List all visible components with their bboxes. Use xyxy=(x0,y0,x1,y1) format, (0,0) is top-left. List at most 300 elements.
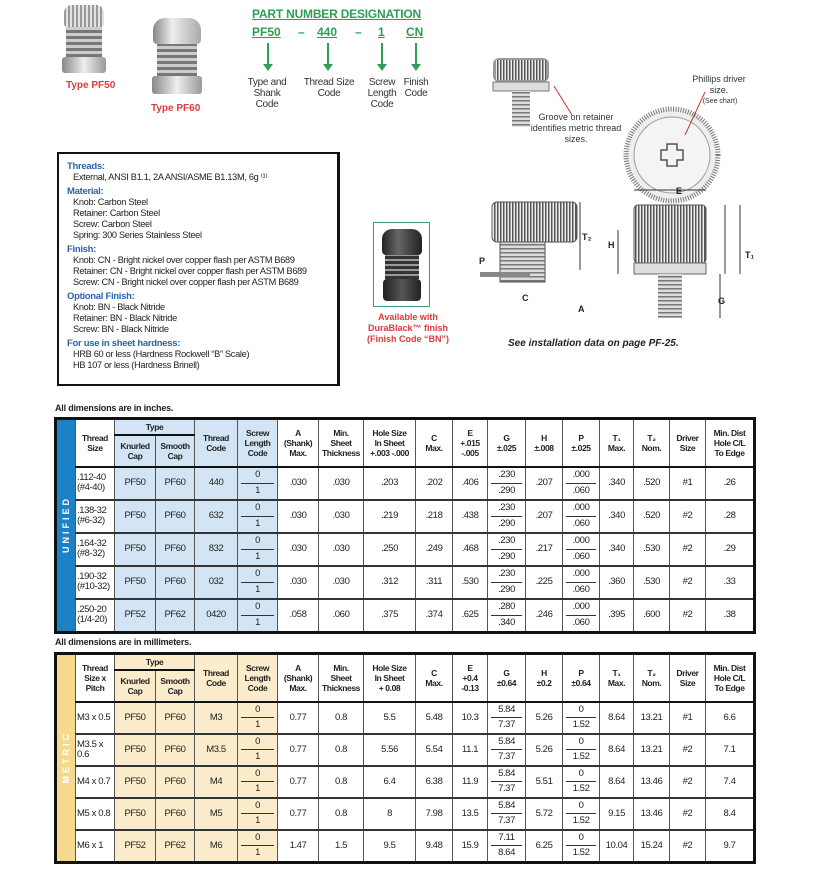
g-cell xyxy=(488,702,526,734)
column-header-0: Thread Size xyxy=(76,419,115,467)
dist-cell: .33 xyxy=(706,566,755,599)
pn-length-label: Screw Length Code xyxy=(367,77,397,110)
spec-line: Screw: BN - Black Nitride xyxy=(73,324,169,334)
size-cell: M4 x 0.7 xyxy=(76,766,115,798)
column-header-4: Screw Length Code xyxy=(238,654,278,702)
code-cell: 632 xyxy=(195,500,238,533)
arrow-down-icon xyxy=(267,43,269,65)
p-value: 1.52 xyxy=(572,783,590,795)
column-header-10: G ±0.64 xyxy=(488,654,526,702)
a-cell: 1.47 xyxy=(278,830,319,863)
p-value: 0 xyxy=(566,831,596,847)
knurled-cell: PF50 xyxy=(115,533,156,566)
durablack-line3: (Finish Code “BN”) xyxy=(367,334,449,344)
spec-heading: Optional Finish: xyxy=(67,291,135,302)
spec-line: Retainer: CN - Bright nickel over copper flash per ASTM B689 xyxy=(73,266,307,276)
g-value: 5.84 xyxy=(491,767,522,783)
size-cell: M3.5 x 0.6 xyxy=(76,734,115,766)
t2-cell: .600 xyxy=(634,599,670,633)
table-row xyxy=(56,798,755,830)
t1-cell: 10.04 xyxy=(600,830,634,863)
code-cell: M6 xyxy=(195,830,238,863)
spec-line: Knob: CN - Bright nickel over copper flash per ASTM B689 xyxy=(73,255,295,265)
column-header-16: Min. Dist Hole C/L To Edge xyxy=(706,654,755,702)
e-cell: 13.5 xyxy=(453,798,488,830)
section-view xyxy=(480,190,740,318)
table-row xyxy=(56,830,755,863)
table-row xyxy=(56,766,755,798)
dist-cell: 7.4 xyxy=(706,766,755,798)
e-cell: .406 xyxy=(453,467,488,500)
stacked-values xyxy=(488,567,525,598)
c-cell: 6.38 xyxy=(416,766,453,798)
hole-cell: 6.4 xyxy=(364,766,416,798)
column-header-3: Thread Code xyxy=(195,419,238,467)
code-cell: 0420 xyxy=(195,599,238,633)
spec-heading: Finish: xyxy=(67,244,97,255)
len-value: 0 xyxy=(241,468,274,484)
knurled-cell: PF52 xyxy=(115,599,156,633)
driver-cell: #2 xyxy=(670,533,706,566)
column-header-15: Driver Size xyxy=(670,654,706,702)
e-cell: 10.3 xyxy=(453,702,488,734)
t2-cell: 13.46 xyxy=(634,798,670,830)
sheet-cell: .030 xyxy=(319,467,364,500)
hole-cell: 5.5 xyxy=(364,702,416,734)
arrow-down-icon xyxy=(415,43,417,65)
stacked-values xyxy=(488,501,525,532)
dim-c-label: C xyxy=(522,293,529,303)
stacked-values xyxy=(563,799,599,829)
column-header-0: Thread Size x Pitch xyxy=(76,654,115,702)
see-chart-note: (See chart) xyxy=(702,98,738,105)
t2-cell: 13.21 xyxy=(634,734,670,766)
driver-cell: #2 xyxy=(670,830,706,863)
len-value: 0 xyxy=(241,600,274,616)
code-cell: M4 xyxy=(195,766,238,798)
driver-cell: #1 xyxy=(670,467,706,500)
t1-cell: .395 xyxy=(600,599,634,633)
hole-cell: .203 xyxy=(364,467,416,500)
unified-dimensions-table xyxy=(54,417,756,634)
g-value: 7.37 xyxy=(498,783,515,795)
a-cell: .030 xyxy=(278,467,319,500)
stacked-values xyxy=(238,501,277,532)
dim-t1-label: T₁ xyxy=(745,250,755,260)
e-cell: 11.1 xyxy=(453,734,488,766)
dim-e-label: E xyxy=(676,186,683,196)
c-cell: .311 xyxy=(416,566,453,599)
t2-cell: 15.24 xyxy=(634,830,670,863)
stacked-values xyxy=(563,767,599,797)
t1-cell: .340 xyxy=(600,467,634,500)
len-value: 1 xyxy=(255,584,260,595)
stacked-values xyxy=(488,767,525,797)
h-cell: 5.51 xyxy=(526,766,563,798)
inches-note: All dimensions are in inches. xyxy=(55,403,174,413)
stacked-values xyxy=(488,468,525,499)
dist-cell: .29 xyxy=(706,533,755,566)
a-cell: .030 xyxy=(278,566,319,599)
g-value: .230 xyxy=(491,567,522,583)
len-value: 1 xyxy=(255,783,260,795)
a-cell: 0.77 xyxy=(278,798,319,830)
smooth-cell: PF60 xyxy=(156,533,195,566)
dim-p-label: P xyxy=(479,256,486,266)
g-value: .230 xyxy=(491,468,522,484)
c-cell: 5.48 xyxy=(416,702,453,734)
column-header-6: Min. Sheet Thickness xyxy=(319,654,364,702)
stacked-values xyxy=(488,831,525,861)
t2-cell: .530 xyxy=(634,533,670,566)
sheet-cell: .030 xyxy=(319,533,364,566)
a-cell: .058 xyxy=(278,599,319,633)
code-cell: M5 xyxy=(195,798,238,830)
c-cell: 5.54 xyxy=(416,734,453,766)
c-cell: 9.48 xyxy=(416,830,453,863)
column-header-14: T₂ Nom. xyxy=(634,654,670,702)
smooth-cell: PF60 xyxy=(156,500,195,533)
pn-length-code: 1 xyxy=(378,25,385,39)
spec-line: Spring: 300 Series Stainless Steel xyxy=(73,230,202,240)
column-header-11: H ±.008 xyxy=(526,419,563,467)
type-header: Type xyxy=(115,654,195,670)
p-value: .000 xyxy=(566,534,596,550)
arrow-down-icon xyxy=(381,43,383,65)
g-value: .230 xyxy=(491,501,522,517)
pf60-label: Type PF60 xyxy=(151,103,201,114)
column-header-5: A (Shank) Max. xyxy=(278,654,319,702)
dim-g-label: G xyxy=(718,296,726,306)
spec-line: HRB 60 or less (Hardness Rockwell “B” Scale) xyxy=(73,349,250,359)
hole-cell: .312 xyxy=(364,566,416,599)
g-cell xyxy=(488,500,526,533)
stacked-values xyxy=(563,567,599,598)
spec-line: Retainer: BN - Black Nitride xyxy=(73,313,177,323)
column-header-7: Hole Size In Sheet + 0.08 xyxy=(364,654,416,702)
knurled-cell: PF50 xyxy=(115,467,156,500)
len-cell xyxy=(238,500,278,533)
code-cell: M3 xyxy=(195,702,238,734)
stacked-values xyxy=(238,468,277,499)
t2-cell: .520 xyxy=(634,467,670,500)
size-cell: .250-20 (1/4-20) xyxy=(76,599,115,633)
len-value: 1 xyxy=(255,485,260,496)
column-header-15: Driver Size xyxy=(670,419,706,467)
len-value: 1 xyxy=(255,518,260,529)
type-header: Type xyxy=(115,419,195,435)
t2-cell: .530 xyxy=(634,566,670,599)
p-value: 1.52 xyxy=(572,815,590,827)
c-cell: .218 xyxy=(416,500,453,533)
size-cell: .112-40 (#4-40) xyxy=(76,467,115,500)
dim-a-label: A xyxy=(578,304,585,314)
code-cell: 032 xyxy=(195,566,238,599)
p-value: .060 xyxy=(572,485,590,496)
h-cell: 6.25 xyxy=(526,830,563,863)
table-row xyxy=(56,566,755,599)
stacked-values xyxy=(238,534,277,565)
pn-dash: – xyxy=(298,25,305,39)
stacked-values xyxy=(563,600,599,631)
p-cell xyxy=(563,766,600,798)
column-header-11: H ±0.2 xyxy=(526,654,563,702)
dist-cell: 9.7 xyxy=(706,830,755,863)
side-label xyxy=(56,419,76,633)
p-value: 0 xyxy=(566,703,596,719)
t1-cell: 8.64 xyxy=(600,734,634,766)
column-header-2: Smooth Cap xyxy=(156,435,195,467)
spec-line: External, ANSI B1.1, 2A ANSI/ASME B1.13M, 6g ⁽¹⁾ xyxy=(73,172,268,182)
size-cell: M3 x 0.5 xyxy=(76,702,115,734)
g-value: .290 xyxy=(498,485,515,496)
pf60-product-image xyxy=(152,18,202,96)
durablack-line2: DuraBlack™ finish xyxy=(367,323,449,333)
smooth-cell: PF60 xyxy=(156,734,195,766)
smooth-cell: PF62 xyxy=(156,599,195,633)
h-cell: .207 xyxy=(526,500,563,533)
p-cell xyxy=(563,500,600,533)
a-cell: 0.77 xyxy=(278,702,319,734)
p-value: 1.52 xyxy=(572,751,590,763)
column-header-1: Knurled Cap xyxy=(115,670,156,702)
table-row xyxy=(56,500,755,533)
column-header-6: Min. Sheet Thickness xyxy=(319,419,364,467)
pn-finish-label: Finish Code xyxy=(403,77,429,99)
pn-thread-label: Thread Size Code xyxy=(303,77,355,99)
c-cell: .202 xyxy=(416,467,453,500)
c-cell: .249 xyxy=(416,533,453,566)
pf50-product-image xyxy=(62,5,106,77)
stacked-values xyxy=(488,703,525,733)
size-cell: M6 x 1 xyxy=(76,830,115,863)
p-value: 1.52 xyxy=(572,847,590,859)
a-cell: 0.77 xyxy=(278,734,319,766)
g-cell xyxy=(488,734,526,766)
g-value: 8.64 xyxy=(498,847,515,859)
pn-dash: – xyxy=(355,25,362,39)
table-row xyxy=(56,734,755,766)
t1-cell: 8.64 xyxy=(600,766,634,798)
len-value: 1 xyxy=(255,551,260,562)
metric-dimensions-table xyxy=(54,652,756,864)
stacked-values xyxy=(238,767,277,797)
sheet-cell: 0.8 xyxy=(319,734,364,766)
spec-line: Knob: BN - Black Nitride xyxy=(73,302,165,312)
t2-cell: .520 xyxy=(634,500,670,533)
smooth-cell: PF60 xyxy=(156,798,195,830)
g-cell xyxy=(488,566,526,599)
len-value: 0 xyxy=(241,831,274,847)
stacked-values xyxy=(238,703,277,733)
hole-cell: 9.5 xyxy=(364,830,416,863)
g-cell xyxy=(488,533,526,566)
p-cell xyxy=(563,533,600,566)
g-value: 7.37 xyxy=(498,815,515,827)
driver-cell: #2 xyxy=(670,599,706,633)
t2-cell: 13.21 xyxy=(634,702,670,734)
spec-line: Screw: CN - Bright nickel over copper flash per ASTM B689 xyxy=(73,277,299,287)
knurled-cell: PF50 xyxy=(115,734,156,766)
hole-cell: 8 xyxy=(364,798,416,830)
sheet-cell: 0.8 xyxy=(319,702,364,734)
hole-cell: .250 xyxy=(364,533,416,566)
p-value: .060 xyxy=(572,617,590,628)
stacked-values xyxy=(238,600,277,631)
len-cell xyxy=(238,766,278,798)
p-cell xyxy=(563,467,600,500)
len-value: 1 xyxy=(255,815,260,827)
len-value: 0 xyxy=(241,534,274,550)
sheet-cell: 0.8 xyxy=(319,766,364,798)
h-cell: .207 xyxy=(526,467,563,500)
side-label xyxy=(56,654,76,863)
p-cell xyxy=(563,702,600,734)
len-value: 0 xyxy=(241,767,274,783)
stacked-values xyxy=(563,534,599,565)
stacked-values xyxy=(563,831,599,861)
column-header-1: Knurled Cap xyxy=(115,435,156,467)
top-view-phillips xyxy=(626,92,718,201)
spec-line: Knob: Carbon Steel xyxy=(73,197,148,207)
driver-cell: #2 xyxy=(670,734,706,766)
durablack-line1: Available with xyxy=(378,312,438,322)
g-value: 7.37 xyxy=(498,751,515,763)
table-row xyxy=(56,533,755,566)
unified-side-label: UNIFIED xyxy=(61,495,71,553)
stacked-values xyxy=(563,501,599,532)
p-cell xyxy=(563,566,600,599)
smooth-cell: PF60 xyxy=(156,467,195,500)
hole-cell: .219 xyxy=(364,500,416,533)
p-value: 0 xyxy=(566,767,596,783)
column-header-3: Thread Code xyxy=(195,654,238,702)
g-cell xyxy=(488,467,526,500)
g-cell xyxy=(488,766,526,798)
code-cell: 440 xyxy=(195,467,238,500)
size-cell: .190-32 (#10-32) xyxy=(76,566,115,599)
column-header-13: T₁ Max. xyxy=(600,419,634,467)
e-cell: .438 xyxy=(453,500,488,533)
smooth-cell: PF60 xyxy=(156,766,195,798)
g-cell xyxy=(488,599,526,633)
stacked-values xyxy=(238,567,277,598)
t2-cell: 13.46 xyxy=(634,766,670,798)
millimeters-note: All dimensions are in millimeters. xyxy=(55,637,192,647)
column-header-9: E +.015 -.005 xyxy=(453,419,488,467)
size-cell: .138-32 (#6-32) xyxy=(76,500,115,533)
p-value: 0 xyxy=(566,735,596,751)
p-value: 1.52 xyxy=(572,719,590,731)
pn-thread-code: 440 xyxy=(317,25,338,39)
knurled-cell: PF50 xyxy=(115,766,156,798)
h-cell: 5.26 xyxy=(526,734,563,766)
table-row xyxy=(56,467,755,500)
p-value: .000 xyxy=(566,600,596,616)
dist-cell: 6.6 xyxy=(706,702,755,734)
h-cell: .225 xyxy=(526,566,563,599)
e-cell: .530 xyxy=(453,566,488,599)
spec-line: Retainer: Carbon Steel xyxy=(73,208,160,218)
g-cell xyxy=(488,798,526,830)
column-header-7: Hole Size In Sheet +.003 -.000 xyxy=(364,419,416,467)
sheet-cell: .030 xyxy=(319,566,364,599)
g-value: .290 xyxy=(498,584,515,595)
sheet-cell: .060 xyxy=(319,599,364,633)
len-value: 0 xyxy=(241,799,274,815)
len-value: 0 xyxy=(241,735,274,751)
column-header-14: T₂ Nom. xyxy=(634,419,670,467)
durablack-text xyxy=(362,312,454,345)
spec-heading: Threads: xyxy=(67,161,105,172)
column-header-16: Min. Dist Hole C/L To Edge xyxy=(706,419,755,467)
len-value: 0 xyxy=(241,703,274,719)
g-value: 5.84 xyxy=(491,735,522,751)
pn-type-label: Type and Shank Code xyxy=(247,77,287,110)
driver-cell: #2 xyxy=(670,766,706,798)
installation-note: See installation data on page PF-25. xyxy=(508,338,679,349)
stacked-values xyxy=(238,831,277,861)
g-value: 7.37 xyxy=(498,719,515,731)
len-value: 1 xyxy=(255,847,260,859)
driver-cell: #2 xyxy=(670,798,706,830)
g-value: .280 xyxy=(491,600,522,616)
h-cell: .217 xyxy=(526,533,563,566)
g-value: 7.11 xyxy=(491,831,522,847)
g-value: .340 xyxy=(498,617,515,628)
column-header-4: Screw Length Code xyxy=(238,419,278,467)
knurled-cell: PF52 xyxy=(115,830,156,863)
e-cell: .468 xyxy=(453,533,488,566)
column-header-12: P ±.025 xyxy=(563,419,600,467)
stacked-values xyxy=(563,703,599,733)
t1-cell: .340 xyxy=(600,500,634,533)
p-value: .000 xyxy=(566,501,596,517)
column-header-8: C Max. xyxy=(416,654,453,702)
smooth-cell: PF60 xyxy=(156,566,195,599)
dim-t2-label: T₂ xyxy=(582,232,592,242)
pn-finish-code: CN xyxy=(406,25,424,39)
pn-type-code: PF50 xyxy=(252,25,281,39)
sheet-cell: 0.8 xyxy=(319,798,364,830)
column-header-8: C Max. xyxy=(416,419,453,467)
driver-cell: #2 xyxy=(670,566,706,599)
durablack-image xyxy=(373,222,430,307)
size-cell: M5 x 0.8 xyxy=(76,798,115,830)
stacked-values xyxy=(563,735,599,765)
len-value: 0 xyxy=(241,567,274,583)
h-cell: 5.26 xyxy=(526,702,563,734)
t1-cell: .360 xyxy=(600,566,634,599)
dist-cell: 7.1 xyxy=(706,734,755,766)
smooth-cell: PF60 xyxy=(156,702,195,734)
p-value: .000 xyxy=(566,468,596,484)
g-cell xyxy=(488,830,526,863)
stacked-values xyxy=(488,799,525,829)
sheet-cell: 1.5 xyxy=(319,830,364,863)
stacked-values xyxy=(488,600,525,631)
len-cell xyxy=(238,798,278,830)
p-value: .000 xyxy=(566,567,596,583)
p-value: .060 xyxy=(572,584,590,595)
c-cell: 7.98 xyxy=(416,798,453,830)
stacked-values xyxy=(488,735,525,765)
column-header-9: E +0.4 -0.13 xyxy=(453,654,488,702)
g-value: .230 xyxy=(491,534,522,550)
specifications-box xyxy=(57,152,340,386)
column-header-5: A (Shank) Max. xyxy=(278,419,319,467)
dist-cell: .28 xyxy=(706,500,755,533)
